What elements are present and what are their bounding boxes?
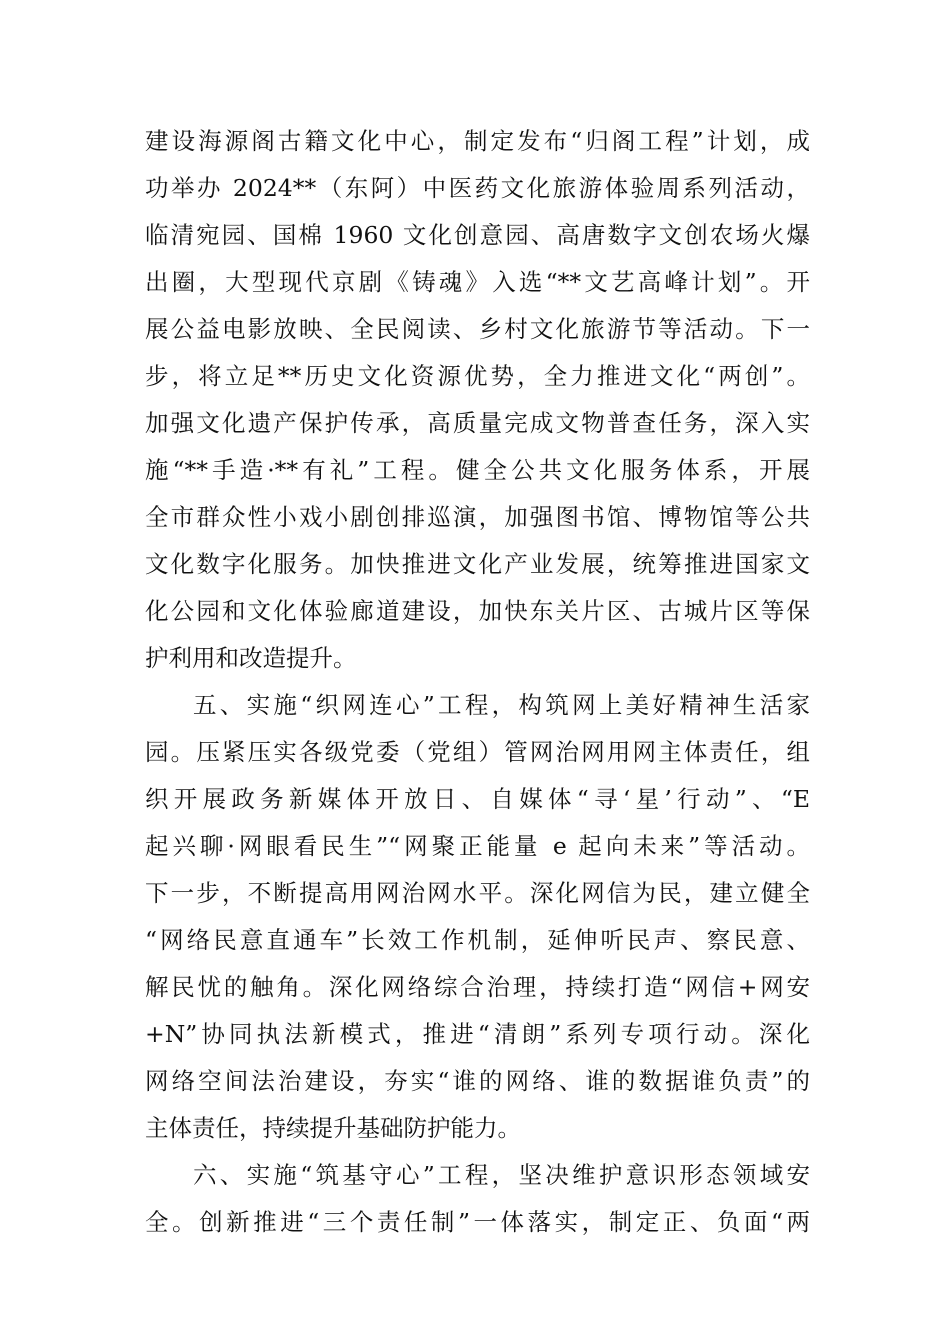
text-line: +N”协同执法新模式，推进“清朗”系列专项行动。深化	[145, 1020, 810, 1048]
text-line: 护利用和改造提升。	[145, 644, 357, 672]
text-line: 全市群众性小戏小剧创排巡演，加强图书馆、博物馆等公共	[145, 503, 810, 531]
text-line: 文化数字化服务。加快推进文化产业发展，统筹推进国家文	[145, 550, 810, 578]
text-line: 施“**手造·**有礼”工程。健全公共文化服务体系，开展	[145, 456, 810, 484]
text-line: “网络民意直通车”长效工作机制，延伸听民声、察民意、	[145, 926, 810, 954]
text-line: 功举办 2024**（东阿）中医药文化旅游体验周系列活动，	[145, 174, 810, 202]
text-line: 全。创新推进“三个责任制”一体落实，制定正、负面“两	[145, 1208, 810, 1236]
text-line: 步，将立足**历史文化资源优势，全力推进文化“两创”。	[145, 362, 810, 390]
text-line: 化公园和文化体验廊道建设，加快东关片区、古城片区等保	[145, 597, 810, 625]
text-line: 展公益电影放映、全民阅读、乡村文化旅游节等活动。下一	[145, 315, 810, 343]
text-line: 建设海源阁古籍文化中心，制定发布“归阁工程”计划，成	[145, 127, 810, 155]
document-body	[145, 118, 810, 1246]
text-line: 园。压紧压实各级党委（党组）管网治网用网主体责任，组	[145, 738, 810, 766]
text-line: 临清宛园、国棉 1960 文化创意园、高唐数字文创农场火爆	[145, 221, 810, 249]
text-line: 加强文化遗产保护传承，高质量完成文物普查任务，深入实	[145, 409, 810, 437]
text-line: 下一步，不断提高用网治网水平。深化网信为民，建立健全	[145, 879, 810, 907]
text-line: 网络空间法治建设，夯实“谁的网络、谁的数据谁负责”的	[145, 1067, 810, 1095]
section-heading-line: 六、实施“筑基守心”工程，坚决维护意识形态领域安	[193, 1161, 810, 1189]
section-heading-line: 五、实施“织网连心”工程，构筑网上美好精神生活家	[193, 691, 810, 719]
text-line: 出圈，大型现代京剧《铸魂》入选“**文艺高峰计划”。开	[145, 268, 810, 296]
text-line: 织开展政务新媒体开放日、自媒体“寻‘星’行动”、“E	[145, 785, 810, 813]
text-line: 解民忧的触角。深化网络综合治理，持续打造“网信+网安	[145, 973, 810, 1001]
text-line: 起兴聊·网眼看民生”“网聚正能量 e 起向未来”等活动。	[145, 832, 810, 860]
text-line: 主体责任，持续提升基础防护能力。	[145, 1114, 521, 1142]
